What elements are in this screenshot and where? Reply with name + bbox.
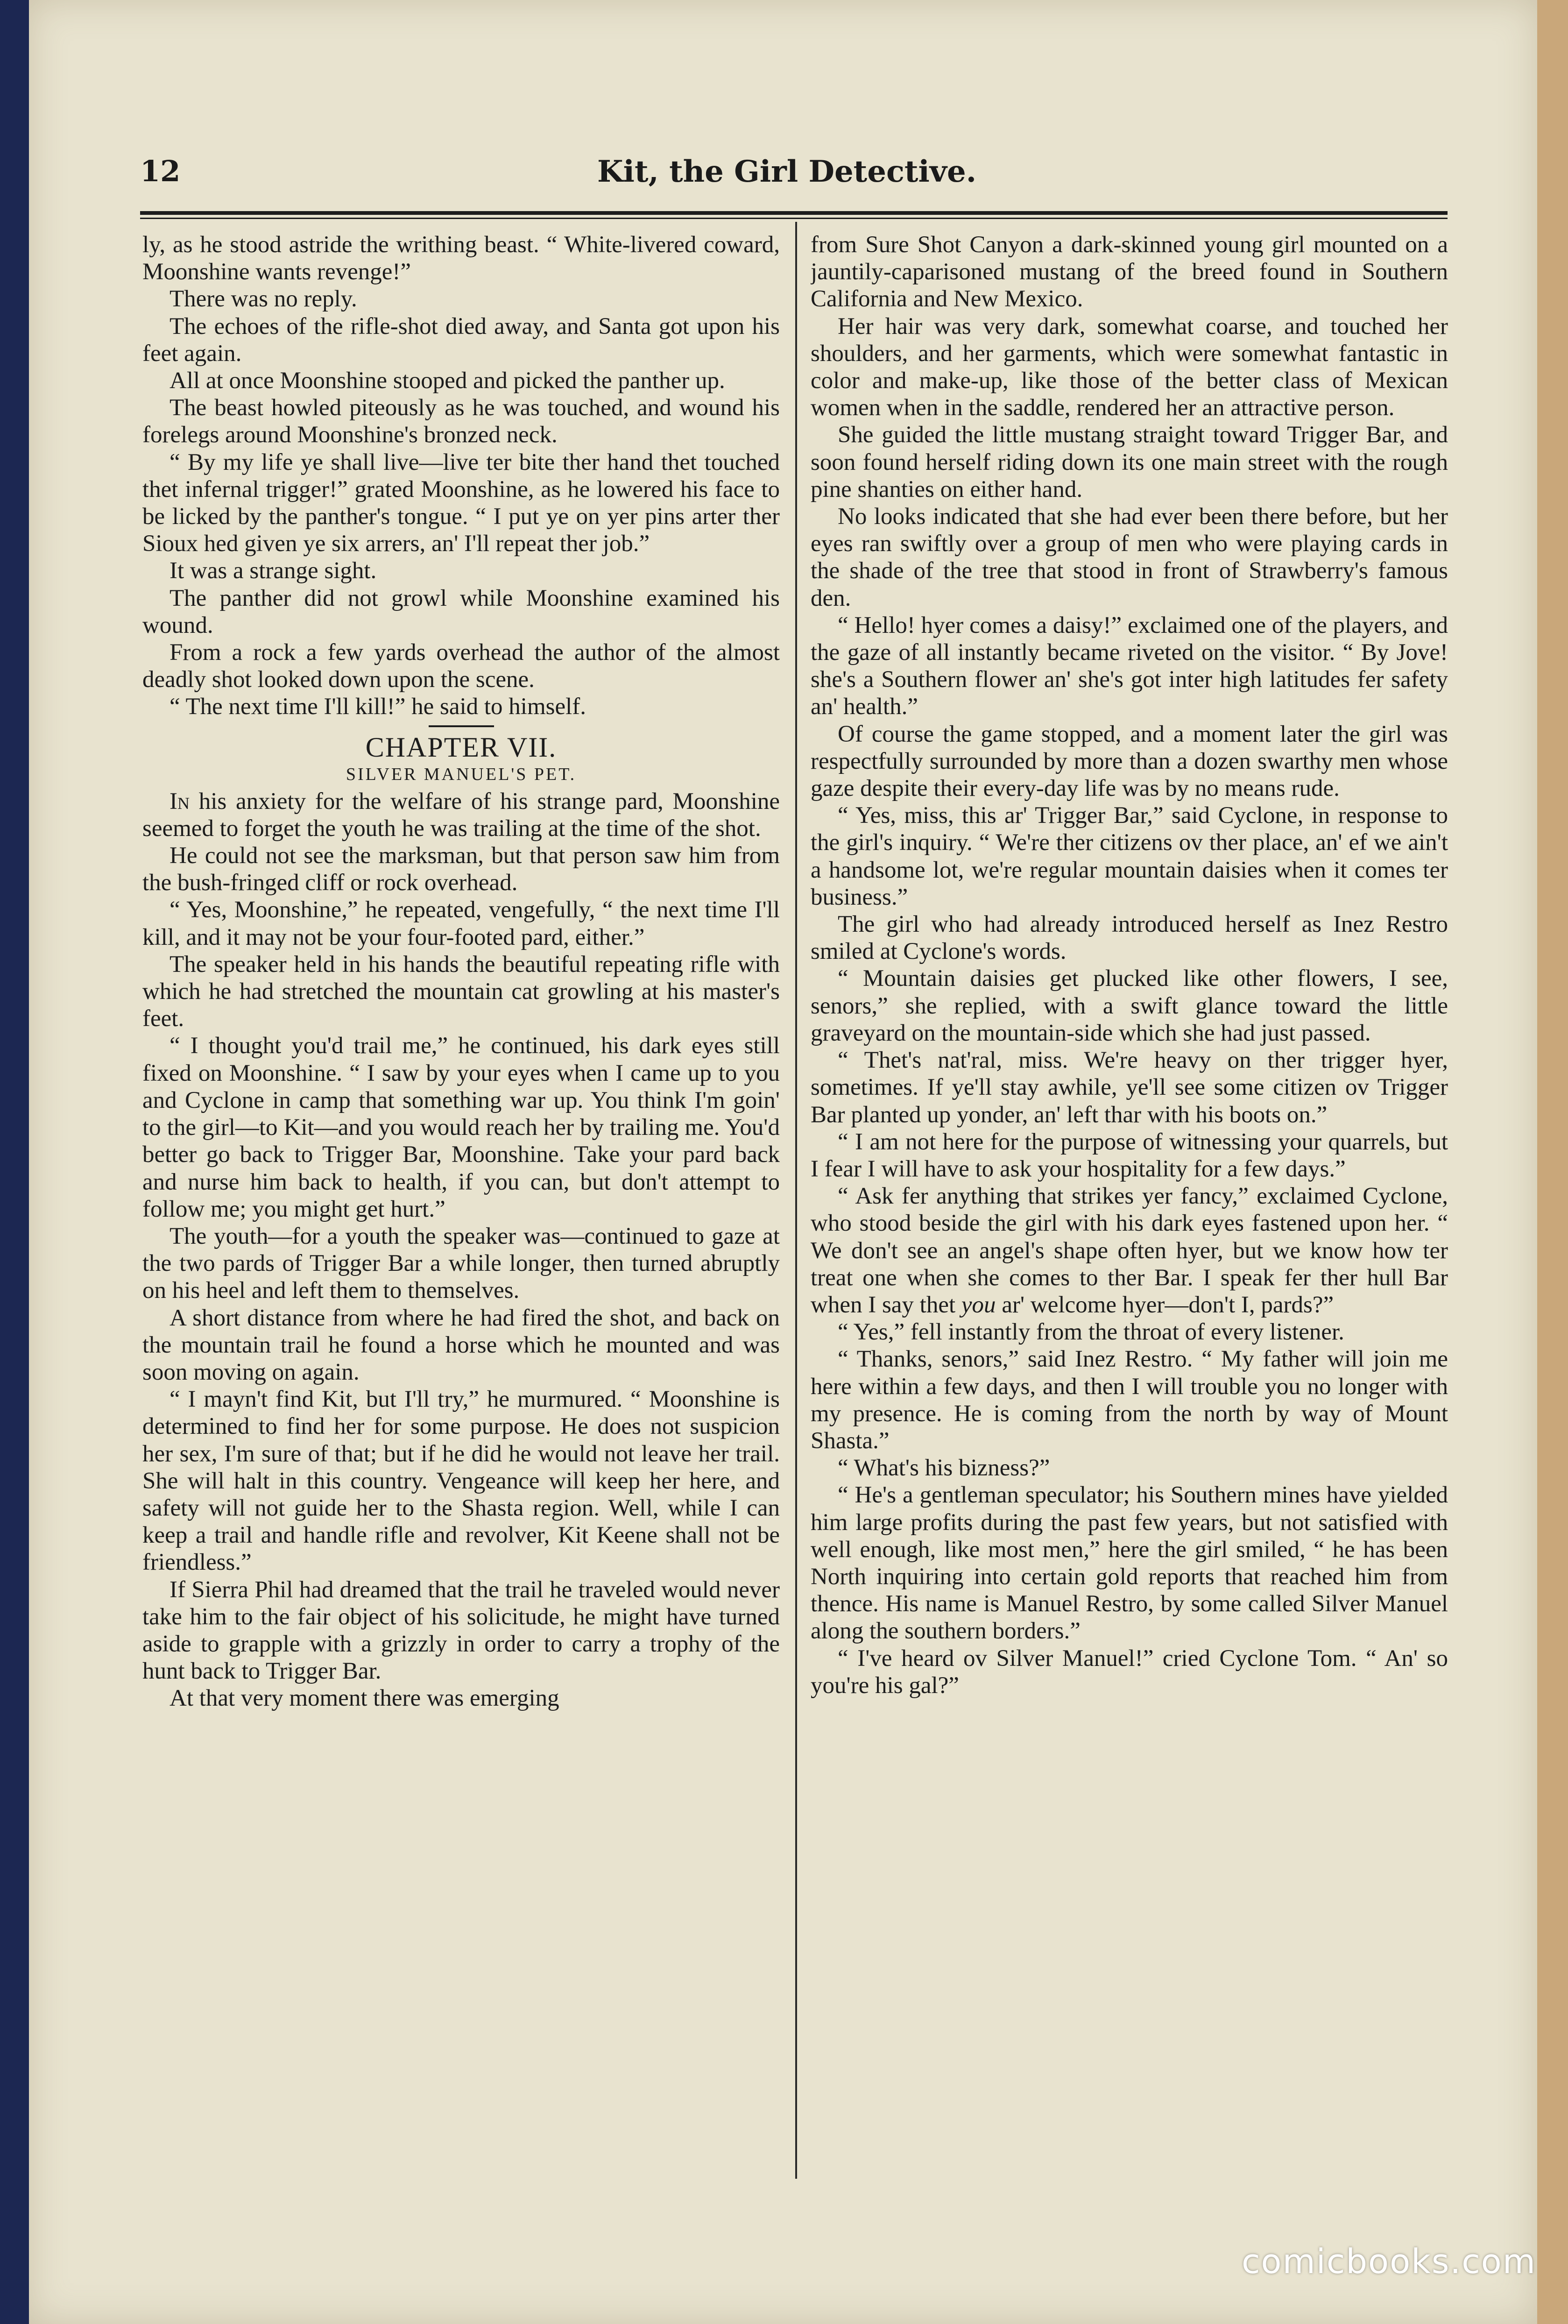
paragraph: All at once Moonshine stooped and picked the panther up. <box>170 368 725 394</box>
paragraph: “ Thanks, senors,” said Inez Restro. “ My father will join me here within a few days, and then I will trouble you no longer with my presence. He is coming from the north by way of Mount Shasta.” <box>811 1346 1448 1454</box>
chapter-heading <box>142 725 780 788</box>
paragraph: It was a strange sight. <box>170 558 377 584</box>
paragraph: The speaker held in his hands the beautiful repeating rifle with which he had stretched the mountain cat growling at his master's feet. <box>142 951 780 1032</box>
paragraph: The youth—for a youth the speaker was—continued to gaze at the two pards of Trigger Bar a while longer, then turned abruptly on his heel and left them to themselves. <box>142 1223 780 1304</box>
page-header <box>140 154 1434 191</box>
paragraph: At that very moment there was emerging <box>170 1685 559 1712</box>
running-title: Kit, the Girl Detective. <box>597 154 976 189</box>
left-column <box>142 231 780 2193</box>
header-rule-thin <box>140 218 1448 219</box>
paragraph <box>811 1183 1448 1318</box>
paragraph: He could not see the marksman, but that person saw him from the bush-fringed cliff or rock overhead. <box>142 843 780 896</box>
paragraph <box>142 788 780 842</box>
paragraph: Of course the game stopped, and a moment later the girl was respectfully surrounded by more than a dozen swarthy men whose gaze despite their every-day life was by no means rude. <box>811 721 1448 802</box>
paragraph: “ I am not here for the purpose of witnessing your quarrels, but I fear I will have to ask your hospitality for a few days.” <box>811 1128 1448 1182</box>
paragraph: “ Yes, Moonshine,” he repeated, vengefully, “ the next time I'll kill, and it may not be your four-footed pard, either.” <box>142 897 780 950</box>
paragraph: “ Yes, miss, this ar' Trigger Bar,” said Cyclone, in response to the girl's inquiry. “ We're ther citizens ov ther place, an' ef we ain't a handsome lot, we're regular mountain daisies when it comes ter business.” <box>811 802 1448 910</box>
paragraph-text: “ Ask fer anything that strikes yer fancy,” exclaimed Cyclone, who stood beside the girl with his dark eyes fastened upon her. “ We don't see an angel's shape often hyer, but we know how ter treat one when she comes to ther Bar. I speak fer ther hull Bar when I say thet <box>811 1183 1448 1318</box>
header-rule <box>140 211 1448 215</box>
paragraph: “ Mountain daisies get plucked like other flowers, I see, senors,” she replied, with a swift glance toward the little graveyard on the mountain-side which she had just passed. <box>811 965 1448 1046</box>
paragraph: The panther did not growl while Moonshine examined his wound. <box>142 585 780 638</box>
paragraph: “ What's his bizness?” <box>838 1455 1050 1481</box>
paragraph: There was no reply. <box>170 286 357 312</box>
paragraph: “ I thought you'd trail me,” he continued, his dark eyes still fixed on Moonshine. “ I saw by your eyes when I came up to you and Cyclone in camp that something war up. You think I'm goin' to the girl—to Kit—and you would reach her by trailing me. You'd better go back to Trigger Bar, Moonshine. Take your pard back and nurse him back to health, if you can, but don't attempt to follow me; you might get hurt.” <box>142 1033 780 1222</box>
chapter-title: CHAPTER VII. <box>365 731 557 763</box>
paragraph: “ Hello! hyer comes a daisy!” exclaimed one of the players, and the gaze of all instantly became riveted on the visitor. “ By Jove! she's a Southern flower an' she's got inter high latitudes fer safety an' health.” <box>811 612 1448 720</box>
binding-strip <box>0 0 29 2324</box>
right-column <box>811 231 1448 2193</box>
paragraph: “ Yes,” fell instantly from the throat of every listener. <box>838 1319 1344 1346</box>
paragraph: No looks indicated that she had ever been there before, but her eyes ran swiftly over a group of men who were playing cards in the shade of the tree that stood in front of Strawberry's famous den. <box>811 503 1448 611</box>
paragraph: The beast howled piteously as he was touched, and wound his forelegs around Moonshine's bronzed neck. <box>142 395 780 448</box>
paragraph: The echoes of the rifle-shot died away, and Santa got upon his feet again. <box>142 313 780 367</box>
paragraph: “ He's a gentleman speculator; his Southern mines have yielded him large profits during the past few years, but not satisfied with well enough, like most men,” here the girl smiled, “ he has been North inquiring into certain gold reports that reached him from thence. His name is Manuel Restro, by some called Silver Manuel along the southern borders.” <box>811 1482 1448 1644</box>
watermark: comicbooks.com <box>1241 2242 1536 2281</box>
paragraph: A short distance from where he had fired the shot, and back on the mountain trail he found a horse which he mounted and was soon moving on again. <box>142 1304 780 1385</box>
emphasis: you <box>961 1291 996 1318</box>
paragraph: If Sierra Phil had dreamed that the trail he traveled would never take him to the fair object of his solicitude, he might have turned aside to grapple with a grizzly in order to carry a trophy of the hunt back to Trigger Bar. <box>142 1576 780 1685</box>
paragraph: The girl who had already introduced herself as Inez Restro smiled at Cyclone's words. <box>811 911 1448 965</box>
paragraph: ly, as he stood astride the writhing beast. “ White-livered coward, Moonshine wants revenge!” <box>142 232 780 285</box>
paragraph: “ By my life ye shall live—live ter bite ther hand thet touched thet infernal trigger!” grated Moonshine, as he lowered his face to be licked by the panther's tongue. “ I put ye on yer pins arter ther Sioux hed given ye six arrers, an' I'll repeat ther job.” <box>142 449 780 557</box>
column-divider <box>795 222 797 2179</box>
paragraph: She guided the little mustang straight toward Trigger Bar, and soon found herself riding down its one main street with the rough pine shanties on either hand. <box>811 422 1448 503</box>
chapter-subtitle: SILVER MANUEL'S PET. <box>346 764 577 784</box>
paragraph: From a rock a few yards overhead the author of the almost deadly shot looked down upon the scene. <box>142 639 780 693</box>
paragraph: “ Thet's nat'ral, miss. We're heavy on ther trigger hyer, sometimes. If ye'll stay awhile, ye'll see some citizen ov Trigger Bar planted up yonder, an' left thar with his boots on.” <box>811 1047 1448 1128</box>
paragraph: “ I've heard ov Silver Manuel!” cried Cyclone Tom. “ An' so you're his gal?” <box>811 1645 1448 1699</box>
paragraph: “ The next time I'll kill!” he said to himself. <box>170 694 586 720</box>
paragraph-text: his anxiety for the welfare of his strange pard, Moonshine seemed to forget the youth he was trailing at the time of the shot. <box>142 788 780 842</box>
page-number: 12 <box>140 154 181 188</box>
paragraph: from Sure Shot Canyon a dark-skinned young girl mounted on a jauntily-caparisoned mustang of the breed found in Southern California and New Mexico. <box>811 232 1448 312</box>
paragraph: Her hair was very dark, somewhat coarse, and touched her shoulders, and her garments, which were somewhat fantastic in color and make-up, like those of the better class of Mexican women when in the saddle, rendered her an attractive person. <box>811 313 1448 421</box>
paragraph-text: ar' welcome hyer—don't I, pards?” <box>996 1291 1334 1318</box>
paragraph: “ I mayn't find Kit, but I'll try,” he murmured. “ Moonshine is determined to find her for some purpose. He does not suspicion her sex, I'm sure of that; but if he did he would not leave her trail. She will halt in this country. Vengeance will keep her here, and safety will not guide her to the Shasta region. Well, while I can keep a trail and handle rifle and revolver, Kit Keene shall not be friendless.” <box>142 1386 780 1576</box>
lead-word: In <box>170 788 190 815</box>
chapter-rule <box>429 725 494 727</box>
